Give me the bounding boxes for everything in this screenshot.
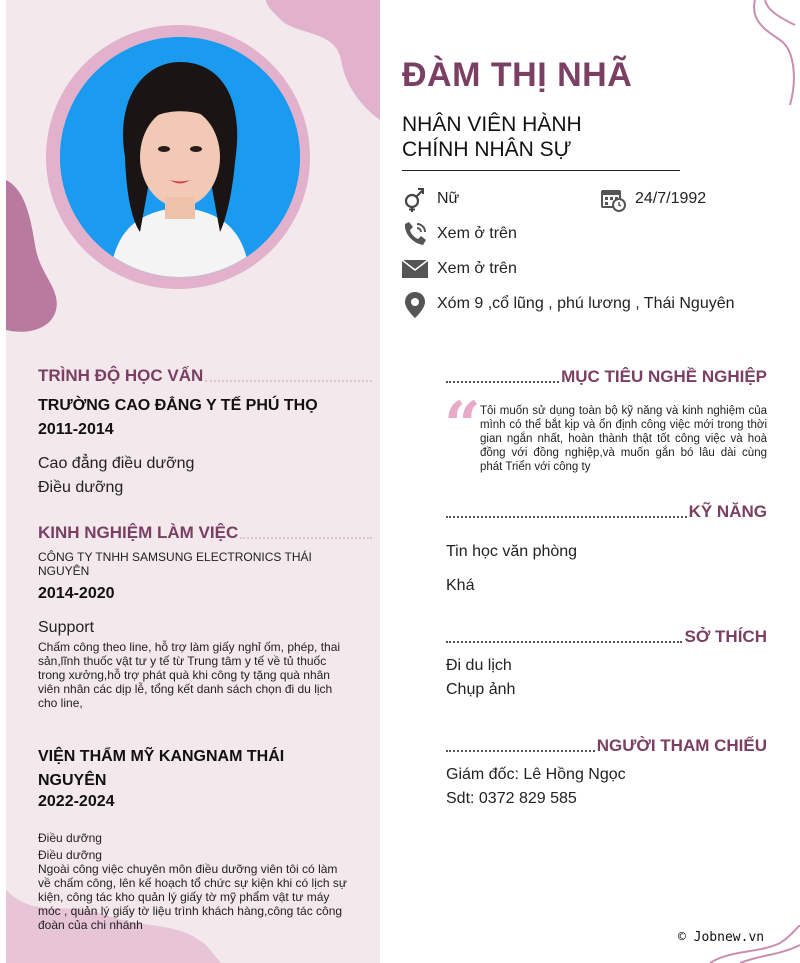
experience-heading	[38, 523, 372, 543]
heading-dots	[446, 750, 595, 752]
gender-value: Nữ	[437, 190, 460, 207]
top-right-swirl-decoration	[745, 0, 800, 110]
email-value: Xem ở trên	[437, 260, 517, 277]
heading-dots	[446, 381, 559, 383]
skills-heading-title: KỸ NĂNG	[688, 502, 767, 521]
job1-years: 2014-2020	[38, 585, 115, 602]
education-heading-title: TRÌNH ĐỘ HỌC VẤN	[38, 366, 204, 385]
job-title	[402, 112, 682, 162]
skill-item: Tin học văn phòng	[446, 543, 578, 560]
heading-dots	[446, 516, 687, 518]
heading-dots	[205, 380, 372, 382]
profile-photo	[60, 37, 300, 277]
objective-heading	[446, 367, 767, 387]
references-heading-title: NGƯỜI THAM CHIẾU	[596, 736, 767, 755]
job1-company-line1: CÔNG TY TNHH SAMSUNG ELECTRONICS THÁI	[38, 550, 312, 564]
experience-heading-title: KINH NGHIỆM LÀM VIỆC	[38, 523, 239, 542]
education-heading	[38, 366, 372, 386]
job1-company-line2: NGUYÊN	[38, 564, 90, 578]
footer-credit: © Jobnew.vn	[678, 930, 765, 945]
mail-icon	[401, 259, 429, 279]
phone-value: Xem ở trên	[437, 225, 517, 242]
address-value: Xóm 9 ,cổ lũng , phú lương , Thái Nguyên	[437, 295, 735, 312]
reference-item: Giám đốc: Lê Hồng Ngọc	[446, 766, 626, 783]
hobby-item: Chụp ảnh	[446, 681, 516, 698]
job2-position: Điều dưỡng	[38, 831, 102, 845]
education-years: 2011-2014	[38, 421, 114, 438]
education-school: TRƯỜNG CAO ĐẲNG Y TẾ PHÚ THỌ	[38, 397, 318, 414]
hobbies-heading-title: SỞ THÍCH	[684, 627, 767, 646]
job2-description: Ngoài công việc chuyên môn điều dưỡng viên tôi có làm về chấm công, lên kế hoạch tổ chức sự kiện khi có lịch sự kiện, công tác kho quản lý giấy tờ mỹ phẩm vật tư máy móc , quản lý giấy tờ liệu trình khách hàng,công tác công đoàn của chi nhánh	[38, 862, 347, 932]
job1-company	[38, 550, 338, 578]
job2-position-2: Điều dưỡng	[38, 848, 102, 862]
skills-heading	[446, 502, 767, 522]
skill-level: Khá	[446, 577, 475, 594]
calendar-icon	[600, 186, 626, 212]
quote-icon: “	[444, 388, 481, 463]
birthday-value: 24/7/1992	[635, 190, 707, 207]
gender-icon	[402, 186, 426, 212]
heading-dots	[446, 641, 682, 643]
title-divider	[402, 170, 680, 171]
references-heading	[446, 736, 767, 756]
education-major: Điều dưỡng	[38, 479, 124, 496]
objective-text: Tôi muốn sử dụng toàn bộ kỹ năng và kinh nghiệm của mình có thể bắt kịp và ổn định công việc mới trong thời gian ngắn nhất, hoàn thành thật tốt công việc và hoà đồng với đồng nghiệp,và muốn gắn bó lâu dài cùng phát Triển với công ty	[480, 405, 767, 473]
job-title-line1: NHÂN VIÊN HÀNH	[402, 113, 582, 136]
location-icon	[404, 291, 426, 319]
reference-item: Sdt: 0372 829 585	[446, 790, 577, 807]
job-title-line2: CHÍNH NHÂN SỰ	[402, 138, 572, 161]
job1-position: Support	[38, 619, 95, 636]
job2-company-line1: VIỆN THẨM MỸ KANGNAM THÁI	[38, 748, 285, 765]
phone-icon	[402, 221, 428, 247]
job2-company-line2: NGUYÊN	[38, 772, 107, 789]
job2-company	[38, 745, 338, 793]
hobbies-heading	[446, 627, 767, 647]
candidate-name: ĐÀM THỊ NHÃ	[402, 56, 633, 94]
hobby-item: Đi du lịch	[446, 657, 512, 674]
job1-description: Chấm công theo line, hỗ trợ làm giấy nghỉ ốm, phép, thai sản,lĩnh thuốc vật tư y tế từ Trung tâm y tế về tủ thuốc trong xưởng,hỗ trợ phát quà khi công ty tặng quà nhân viên nhân các dịp lễ, tổng kết danh sách chọn đi du lịch cho line,	[38, 640, 341, 710]
heading-dots	[240, 537, 372, 539]
education-degree: Cao đẳng điều dưỡng	[38, 455, 195, 472]
job2-years: 2022-2024	[38, 793, 115, 810]
objective-heading-title: MỤC TIÊU NGHỀ NGHIỆP	[561, 367, 767, 386]
